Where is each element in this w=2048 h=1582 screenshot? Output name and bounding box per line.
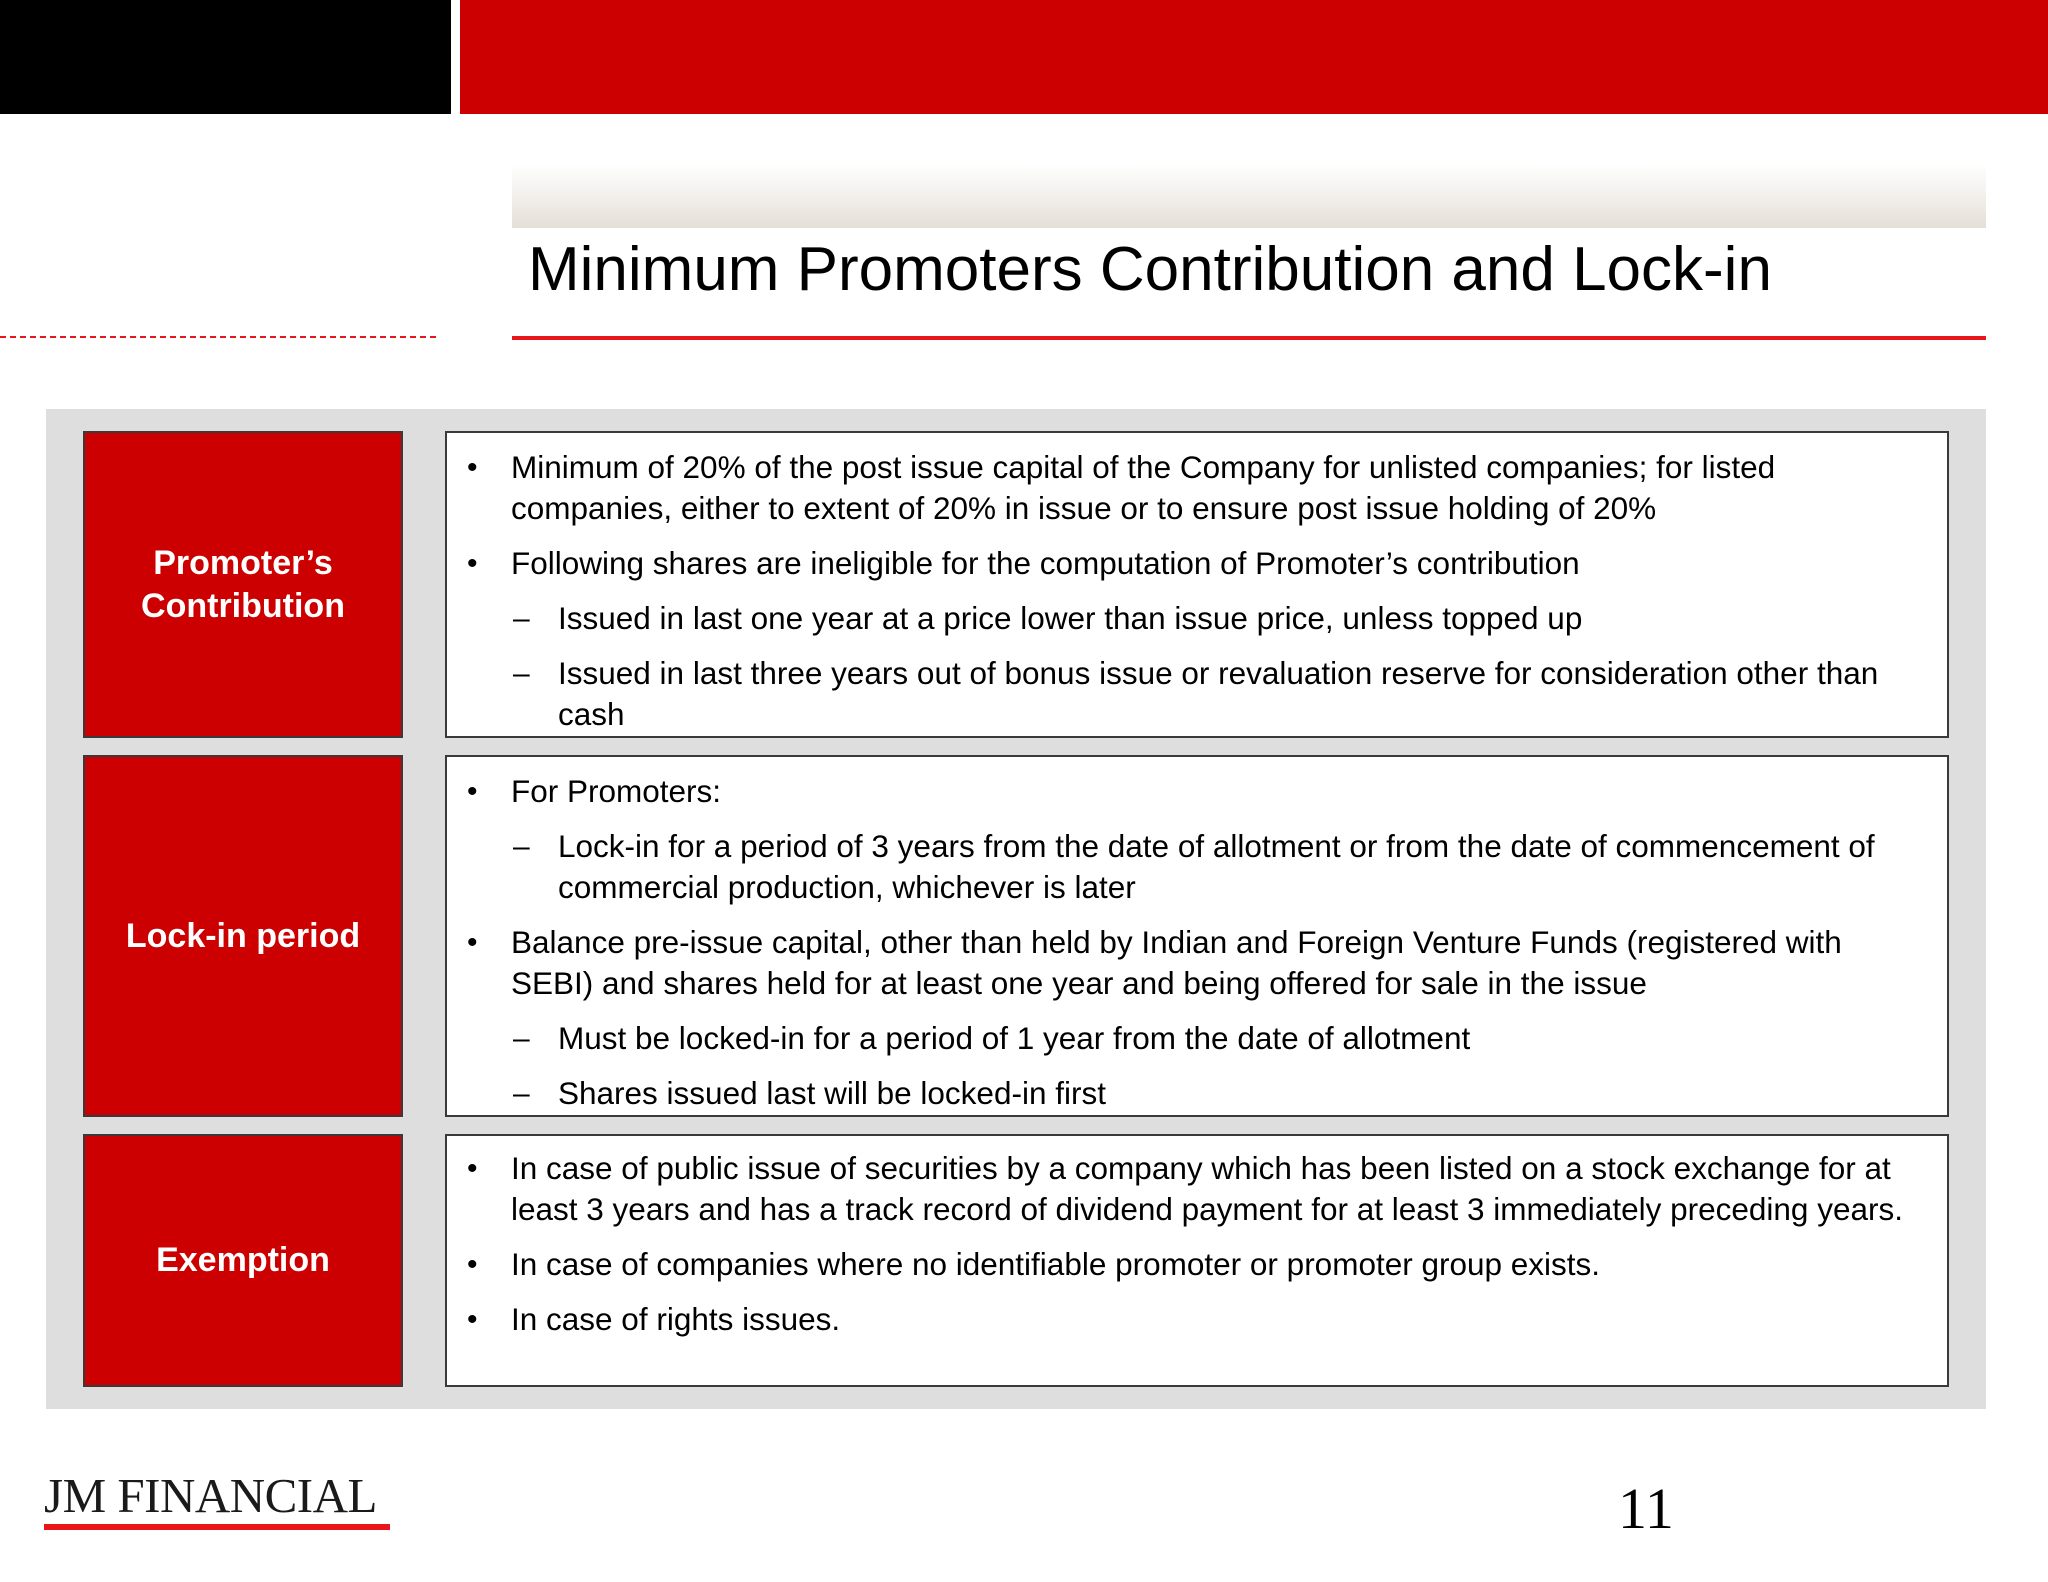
list-item <box>447 1148 1927 1230</box>
list-item <box>447 771 1929 812</box>
section-label: Lock-in period <box>125 916 361 955</box>
list-item <box>447 826 1929 908</box>
list-item-text: In case of rights issues. <box>511 1301 841 1337</box>
list-item <box>447 1073 1929 1114</box>
company-logo: JM FINANCIAL <box>44 1468 377 1523</box>
bullet-marker: • <box>467 775 478 808</box>
list-item <box>447 598 1927 639</box>
label-exemption <box>83 1134 403 1387</box>
list-item <box>447 447 1927 529</box>
list-item <box>447 543 1927 584</box>
list-item-text: Lock-in for a period of 3 years from the date of allotment or from the date of commencement of commercial production, whichever is later <box>558 828 1875 905</box>
content-promoters-contribution <box>445 431 1949 738</box>
dash-marker: – <box>513 830 530 863</box>
list-item-text: Issued in last three years out of bonus issue or revaluation reserve for consideration other than cash <box>558 655 1879 732</box>
content-lock-in-period <box>445 755 1949 1117</box>
label-lock-in-period <box>83 755 403 1117</box>
list-item <box>447 1299 1927 1340</box>
title-gradient-band <box>512 164 1986 228</box>
dash-marker: – <box>513 657 530 690</box>
bullet-marker: • <box>467 1248 478 1281</box>
label-promoters-contribution <box>83 431 403 738</box>
list-item-text: Shares issued last will be locked-in first <box>558 1075 1106 1111</box>
section-label: Exemption <box>156 1241 330 1279</box>
bullet-marker: • <box>467 1152 478 1185</box>
dashed-divider <box>0 336 436 338</box>
list-item-text: In case of public issue of securities by a company which has been listed on a stock exchange for at least 3 years and has a track record of dividend payment for at least 3 immediately preceding years. <box>511 1150 1903 1227</box>
list-item-text: Following shares are ineligible for the computation of Promoter’s contribution <box>511 545 1580 581</box>
list-item <box>447 653 1927 735</box>
section-label: Promoter’s Contribution <box>141 543 345 625</box>
list-item-text: Issued in last one year at a price lower than issue price, unless topped up <box>558 600 1583 636</box>
list-item <box>447 922 1929 1004</box>
header-black-bar <box>0 0 451 114</box>
list-item-text: Balance pre-issue capital, other than held by Indian and Foreign Venture Funds (registered with SEBI) and shares held for at least one year and being offered for sale in the issue <box>511 924 1842 1001</box>
list-item-text: Must be locked-in for a period of 1 year from the date of allotment <box>558 1020 1471 1056</box>
list-item-text: Minimum of 20% of the post issue capital of the Company for unlisted companies; for listed companies, either to extent of 20% in issue or to ensure post issue holding of 20% <box>511 449 1776 526</box>
dash-marker: – <box>513 1022 530 1055</box>
slide-title: Minimum Promoters Contribution and Lock-in <box>528 235 1772 304</box>
bullet-marker: • <box>467 547 478 580</box>
content-exemption <box>445 1134 1949 1387</box>
logo-underline <box>44 1524 390 1530</box>
bullet-marker: • <box>467 451 478 484</box>
page-number: 11 <box>1618 1476 1674 1541</box>
header-red-bar <box>460 0 2048 114</box>
bullet-list <box>447 1148 1927 1340</box>
bullet-list <box>447 771 1929 1114</box>
dash-marker: – <box>513 602 530 635</box>
list-item-text: In case of companies where no identifiable promoter or promoter group exists. <box>511 1246 1601 1282</box>
list-item <box>447 1018 1929 1059</box>
title-underline <box>512 336 1986 340</box>
bullet-marker: • <box>467 926 478 959</box>
list-item-text: For Promoters: <box>511 773 722 809</box>
dash-marker: – <box>513 1077 530 1110</box>
list-item <box>447 1244 1927 1285</box>
bullet-marker: • <box>467 1303 478 1336</box>
bullet-list <box>447 447 1927 735</box>
